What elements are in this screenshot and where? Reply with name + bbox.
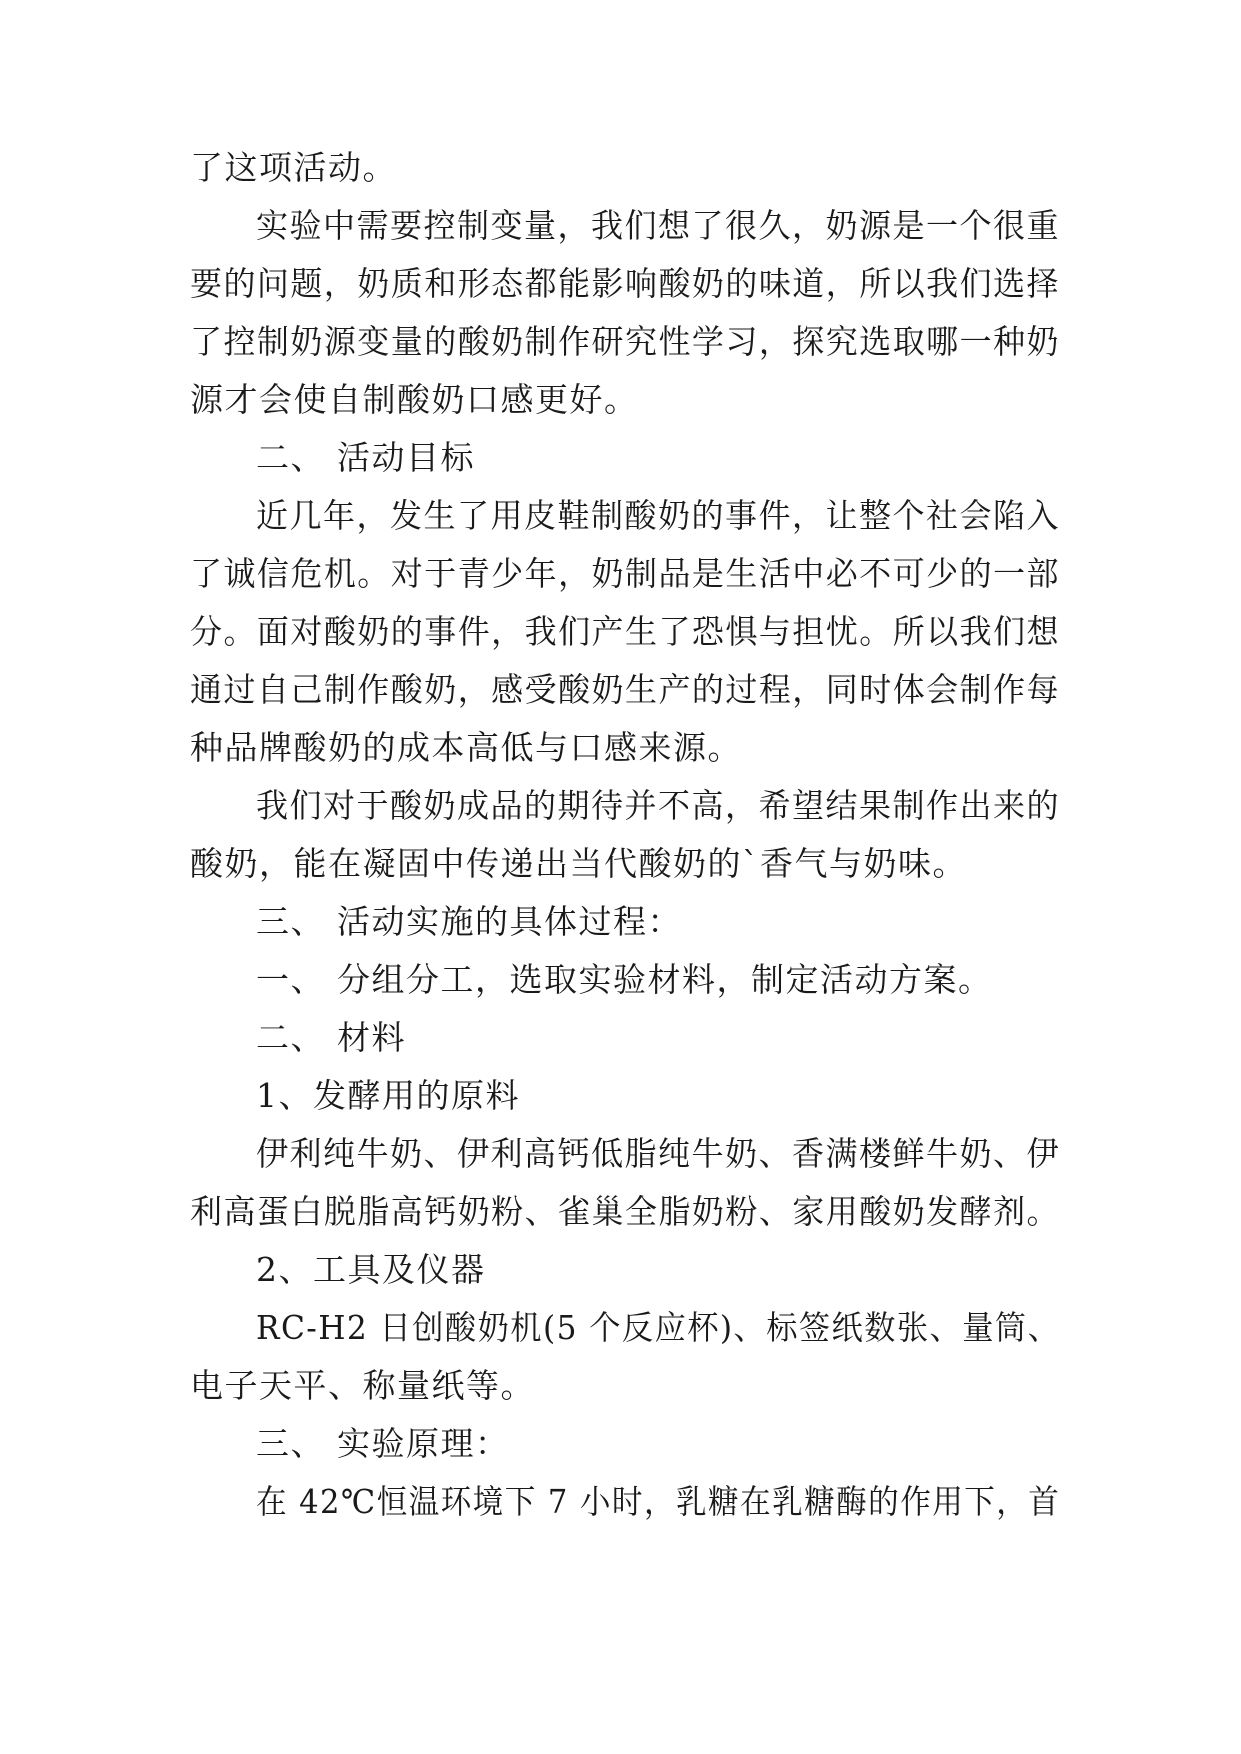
text-line: 电子天平、称量纸等。 xyxy=(190,1366,535,1405)
text-line: 了诚信危机。对于青少年，奶制品是生活中必不可少的一部 xyxy=(190,554,1061,593)
text-line: 要的问题，奶质和形态都能影响酸奶的味道，所以我们选择 xyxy=(190,264,1061,303)
subsection-heading: 2、工具及仪器 xyxy=(256,1250,486,1289)
text-line: 酸奶，能在凝固中传递出当代酸奶的`香气与奶味。 xyxy=(190,844,967,883)
section-heading: 二、 材料 xyxy=(256,1018,406,1057)
text-line: 了这项活动。 xyxy=(190,148,397,187)
section-heading: 三、 活动实施的具体过程： xyxy=(256,902,682,941)
text-line: 近几年，发生了用皮鞋制酸奶的事件，让整个社会陷入 xyxy=(256,496,1060,535)
text-line: 利高蛋白脱脂高钙奶粉、雀巢全脂奶粉、家用酸奶发酵剂。 xyxy=(190,1192,1061,1231)
text-line: 了控制奶源变量的酸奶制作研究性学习，探究选取哪一种奶 xyxy=(190,322,1061,361)
text-line: 分。面对酸奶的事件，我们产生了恐惧与担忧。所以我们想 xyxy=(190,612,1061,651)
text-line: 实验中需要控制变量，我们想了很久，奶源是一个很重 xyxy=(256,206,1060,245)
text-line: RC-H2 日创酸奶机(5 个反应杯)、标签纸数张、量筒、 xyxy=(256,1308,1061,1347)
text-line: 种品牌酸奶的成本高低与口感来源。 xyxy=(190,728,742,767)
text-line: 在 42℃恒温环境下 7 小时，乳糖在乳糖酶的作用下，首 xyxy=(256,1482,1061,1521)
text-line: 源才会使自制酸奶口感更好。 xyxy=(190,380,639,419)
section-heading: 二、 活动目标 xyxy=(256,438,475,477)
subsection-heading: 1、发酵用的原料 xyxy=(256,1076,520,1115)
text-line: 伊利纯牛奶、伊利高钙低脂纯牛奶、香满楼鲜牛奶、伊 xyxy=(256,1134,1060,1173)
section-heading: 三、 实验原理： xyxy=(256,1424,510,1463)
text-line: 我们对于酸奶成品的期待并不高，希望结果制作出来的 xyxy=(256,786,1060,825)
section-heading: 一、 分组分工，选取实验材料，制定活动方案。 xyxy=(256,960,993,999)
text-line: 通过自己制作酸奶，感受酸奶生产的过程，同时体会制作每 xyxy=(190,670,1061,709)
